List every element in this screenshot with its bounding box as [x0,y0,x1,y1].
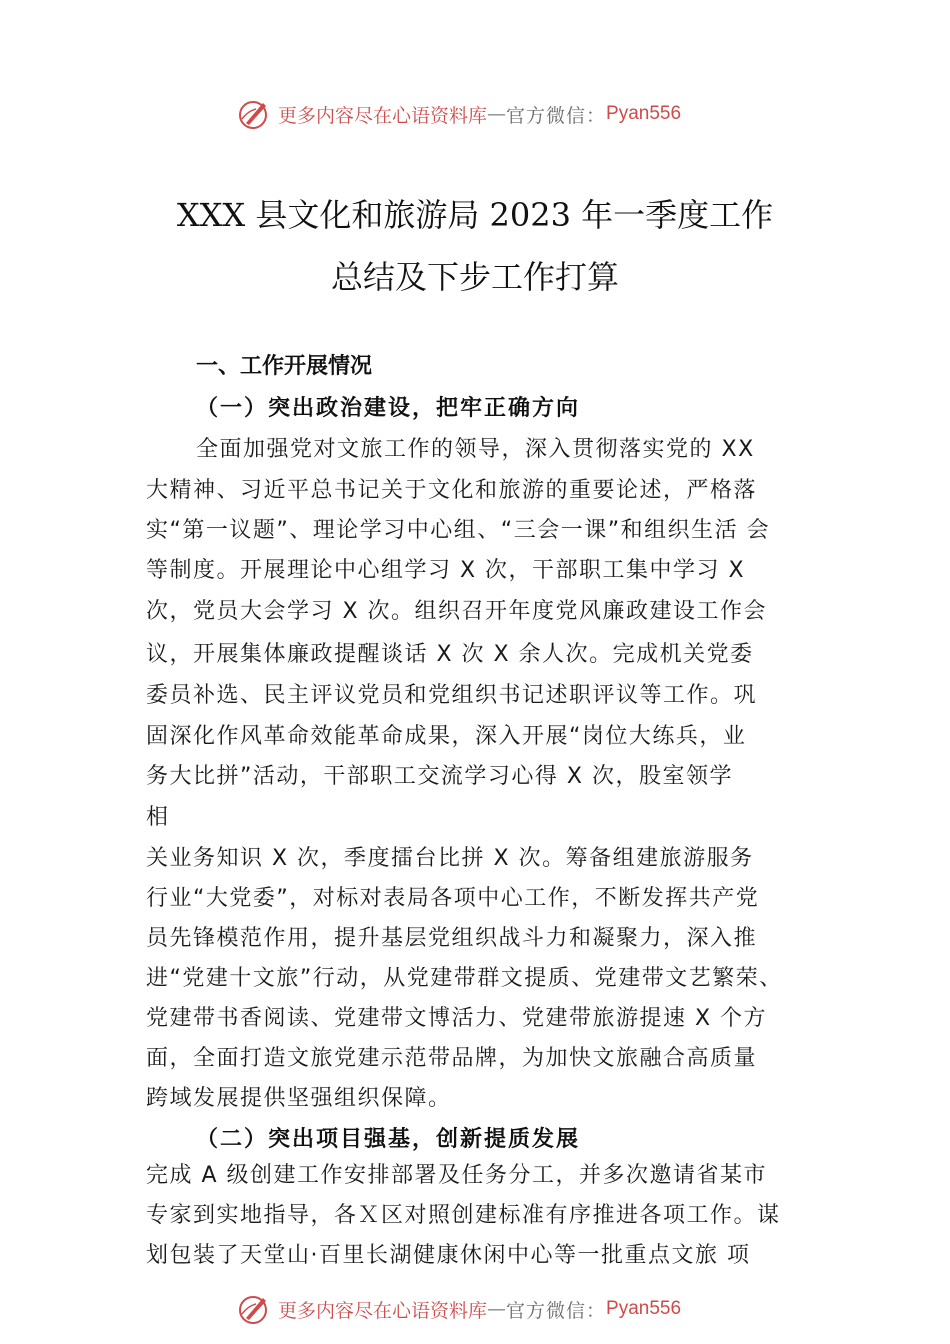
paragraph-line: 议，开展集体廉政提醒谈话 X 次 X 余人次。完成机关党委 [146,642,754,667]
quill-seal-icon [236,97,272,131]
paragraph-line: 务大比拼”活动，干部职工交流学习心得 X 次，股室领学 [146,764,733,789]
document-title-line-1: XXX 县文化和旅游局 2023 年一季度工作 [176,196,774,234]
paragraph-line: 面，全面打造文旅党建示范带品牌，为加快文旅融合高质量 [146,1046,758,1071]
paragraph-line: 全面加强党对文旅工作的领导，深入贯彻落实党的 XX [196,437,755,462]
paragraph-line: 相 [146,805,170,830]
paragraph-line: 等制度。开展理论中心组学习 X 次，干部职工集中学习 X [146,558,746,583]
paragraph-line: 固深化作风革命效能革命成果，深入开展“岗位大练兵，业 [146,724,747,749]
paragraph-line: 行业“大党委”，对标对表局各项中心工作，不断发挥共产党 [146,886,760,911]
watermark-banner-top [236,97,681,131]
watermark-wechat-label: 官方微信： [506,1299,607,1322]
paragraph-line: 完成 A 级创建工作安排部署及任务分工，并多次邀请省某市 [146,1163,768,1188]
watermark-text: 更多内容尽在心语资料库 [278,1299,488,1322]
paragraph-line: 进“党建十文旅”行动，从党建带群文提质、党建带文艺繁荣、 [146,966,783,991]
watermark-wechat-id: Pyan556 [606,1298,682,1319]
quill-seal-icon [236,1292,272,1326]
paragraph-line: 党建带书香阅读、党建带文博活力、党建带旅游提速 X 个方 [146,1006,768,1031]
paragraph-line: 跨域发展提供坚强组织保障。 [146,1086,452,1111]
paragraph-line: 次，党员大会学习 X 次。组织召开年度党风廉政建设工作会 [146,599,768,624]
watermark-separator: — [487,1298,507,1320]
paragraph-line: 划包装了天堂山·百里长湖健康休闲中心等一批重点文旅 项 [146,1243,751,1268]
paragraph-line: 大精神、习近平总书记关于文化和旅游的重要论述，严格落 [146,478,758,503]
section-heading: 一、工作开展情况 [196,354,373,379]
subsection-heading-1: （一）突出政治建设，把牢正确方向 [196,396,581,421]
paragraph-line: 专家到实地指导，各Ｘ区对照创建标准有序推进各项工作。谋 [146,1203,781,1228]
document-title-line-2: 总结及下步工作打算 [330,258,619,296]
paragraph-line: 委员补选、民主评议党员和党组织书记述职评议等工作。巩 [146,683,758,708]
paragraph-line: 员先锋模范作用，提升基层党组织战斗力和凝聚力，深入推 [146,926,758,951]
watermark-separator: — [487,103,507,125]
watermark-wechat-label: 官方微信： [506,104,607,127]
paragraph-line: 关业务知识 X 次，季度擂台比拼 X 次。筹备组建旅游服务 [146,846,754,871]
watermark-wechat-id: Pyan556 [606,103,682,124]
watermark-text: 更多内容尽在心语资料库 [278,104,488,127]
watermark-banner-bottom [236,1292,681,1326]
subsection-heading-2: （二）突出项目强基，创新提质发展 [196,1127,581,1152]
paragraph-line: 实“第一议题”、理论学习中心组、“三会一课”和组织生活 会 [146,518,771,543]
